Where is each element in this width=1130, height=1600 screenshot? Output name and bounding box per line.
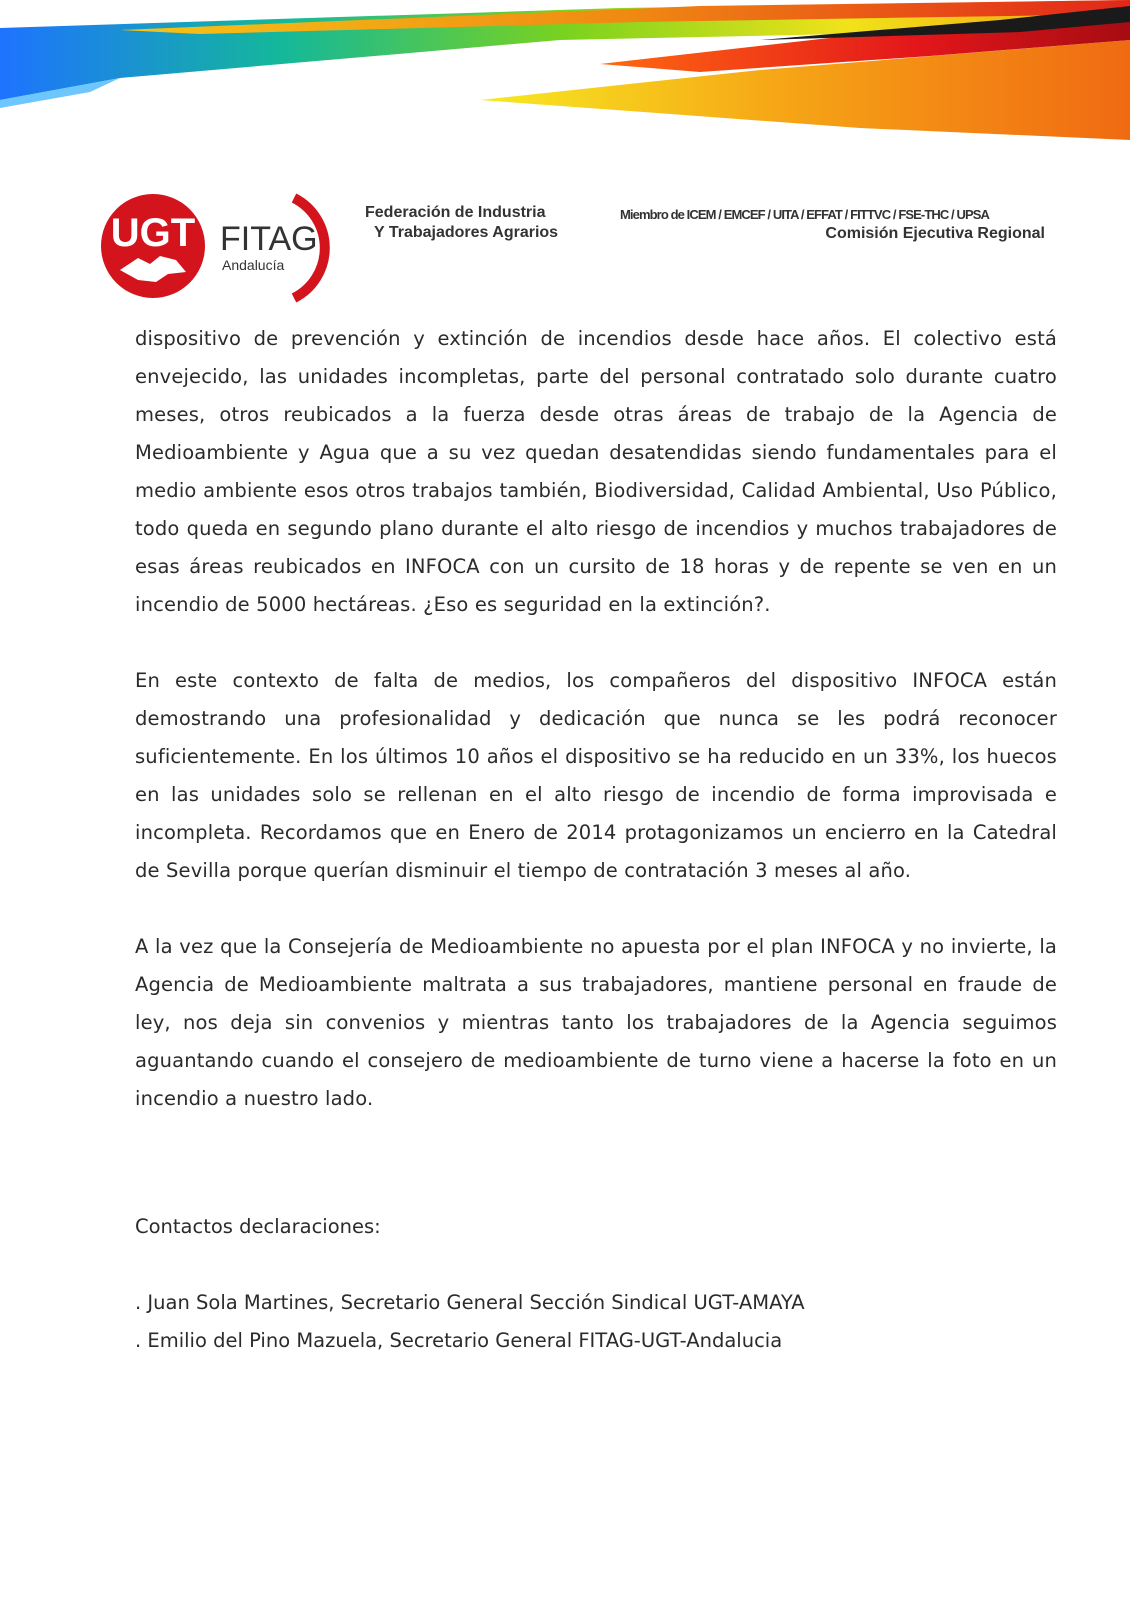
logo-graphic — [98, 190, 358, 310]
member-organizations: Miembro de ICEM / EMCEF / UITA / EFFAT / FITTVC / FSE-THC / UPSA — [620, 207, 990, 222]
federation-name — [365, 203, 595, 243]
commission-title: Comisión Ejecutiva Regional — [825, 225, 1045, 242]
logo-region-text: Andalucía — [222, 257, 285, 273]
paragraph-2: En este contexto de falta de medios, los compañeros del dispositivo INFOCA están demostrando una profesionalidad y dedicación que nunca se les podrá reconocer suficientemente. En los últimos 10 años el dispositivo se ha reducido en un 33%, los huecos en las unidades solo se rellenan en el alto riesgo de incendio de forma improvisada e incompleta. Recordamos que en Enero de 2014 protagonizamos un encierro en la Catedral de Sevilla porque querían disminuir el tiempo de contratación 3 meses al año. — [135, 669, 1057, 882]
paragraph-3: A la vez que la Consejería de Medioambiente no apuesta por el plan INFOCA y no invierte, la Agencia de Medioambiente maltrata a sus trabajadores, mantiene personal en fraude de ley, nos deja sin convenios y mientras tanto los trabajadores de la Agencia seguimos aguantando cuando el consejero de medioambiente de turno viene a hacerse la foto en un incendio a nuestro lado. — [135, 935, 1057, 1110]
logo-ugt-text: UGT — [110, 211, 196, 255]
contact-1: . Juan Sola Martines, Secretario General Sección Sindical UGT-AMAYA — [135, 1291, 805, 1314]
rainbow-header-banner — [0, 0, 1130, 150]
document-body — [135, 320, 1057, 1360]
logo-fitag-text: FITAG — [220, 220, 318, 258]
federation-line-1: Federación de Industria — [365, 204, 546, 221]
contact-2: . Emilio del Pino Mazuela, Secretario General FITAG-UGT-Andalucia — [135, 1329, 783, 1352]
ugt-fitag-logo — [98, 190, 358, 310]
federation-line-2: Y Trabajadores Agrarios — [374, 224, 559, 241]
contacts-title: Contactos declaraciones: — [135, 1215, 381, 1238]
paragraph-1: dispositivo de prevención y extinción de incendios desde hace años. El colectivo está envejecido, las unidades incompletas, parte del personal contratado solo durante cuatro meses, otros reubicados a la fuerza desde otras áreas de trabajo de la Agencia de Medioambiente y Agua que a su vez quedan desatendidas siendo fundamentales para el medio ambiente esos otros trabajos también, Biodiversidad, Calidad Ambiental, Uso Público, todo queda en segundo plano durante el alto riesgo de incendios y muchos trabajadores de esas áreas reubicados en INFOCA con un cursito de 18 horas y de repente se ven en un incendio de 5000 hectáreas. ¿Eso es seguridad en la extinción?. — [135, 327, 1057, 616]
